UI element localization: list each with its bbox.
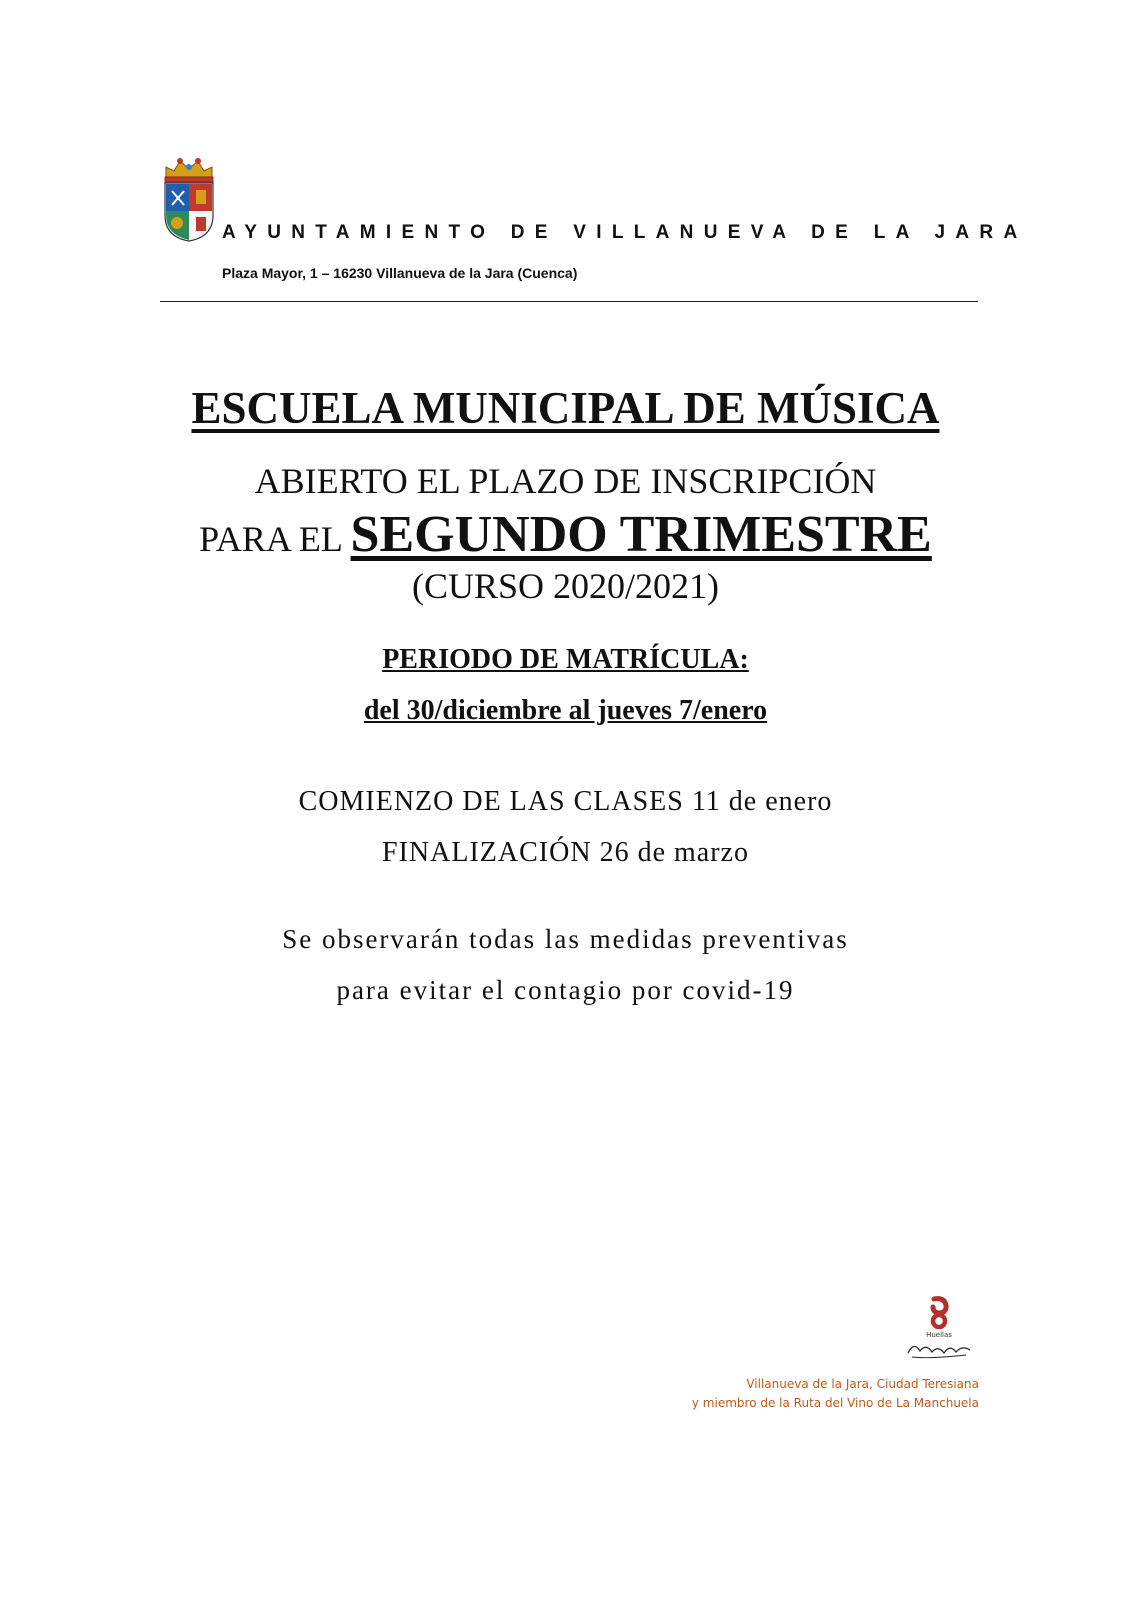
enrollment-dates: del 30/diciembre al jueves 7/enero <box>363 695 768 726</box>
classes-end: FINALIZACIÓN 26 de marzo <box>382 837 749 868</box>
term-line <box>0 505 1131 564</box>
organization-name: AYUNTAMIENTO DE VILLANUEVA DE LA JARA <box>222 222 1028 243</box>
organization-address: Plaza Mayor, 1 – 16230 Villanueva de la Jara (Cuenca) <box>222 265 578 281</box>
enrollment-heading: PERIODO DE MATRÍCULA: <box>382 644 749 675</box>
header-divider <box>160 301 978 302</box>
notice-title: ESCUELA MUNICIPAL DE MÚSICA <box>191 383 940 433</box>
course-year: (CURSO 2020/2021) <box>411 566 720 606</box>
registration-open-line: ABIERTO EL PLAZO DE INSCRIPCIÓN <box>254 461 877 501</box>
term-highlight: SEGUNDO TRIMESTRE <box>350 506 932 563</box>
footer-line-1: Villanueva de la Jara, Ciudad Teresiana <box>746 1377 979 1391</box>
term-prefix: PARA EL <box>199 519 342 559</box>
svg-text:Huellas: Huellas <box>926 1331 952 1339</box>
huellas-logo-icon <box>900 1295 978 1363</box>
coat-of-arms-icon <box>160 155 218 243</box>
covid-note-line-2: para evitar el contagio por covid-19 <box>336 975 795 1005</box>
footer-line-2: y miembro de la Ruta del Vino de La Manchuela <box>691 1396 979 1410</box>
covid-note-line-1: Se observarán todas las medidas preventivas <box>282 924 849 954</box>
classes-start: COMIENZO DE LAS CLASES 11 de enero <box>298 786 833 817</box>
